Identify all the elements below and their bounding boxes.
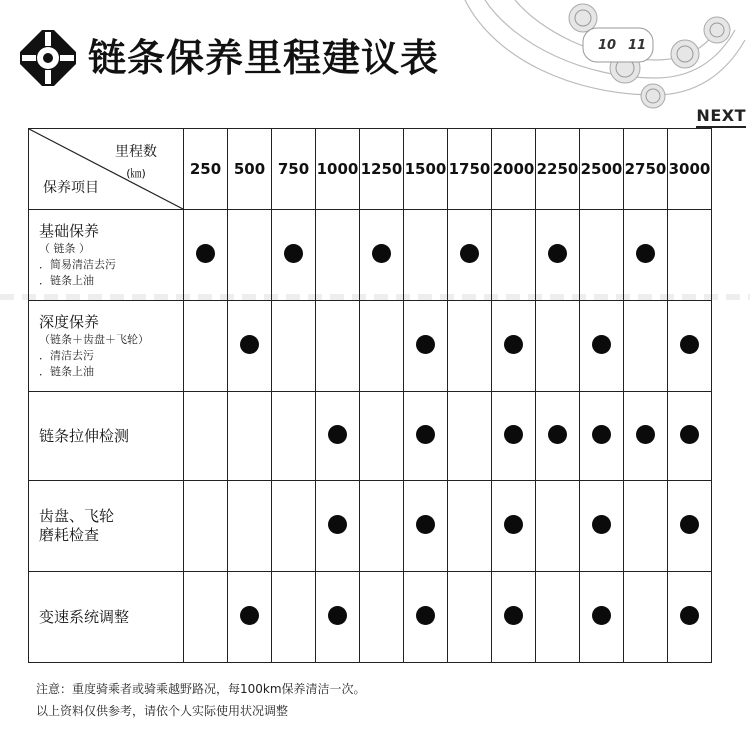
mark-cell: [228, 481, 272, 572]
row-label-cell: [29, 392, 184, 481]
mark-cell: [404, 572, 448, 663]
mark-cell: [184, 301, 228, 392]
mark-cell: [184, 572, 228, 663]
mark-cell: [536, 392, 580, 481]
mark-cell: [228, 572, 272, 663]
mark-cell: [404, 481, 448, 572]
mark-cell: [448, 210, 492, 301]
bike-mechanic-logo-icon: [20, 30, 76, 86]
mark-cell: [272, 572, 316, 663]
maintenance-dot-icon: [240, 606, 259, 625]
table-row: [29, 301, 712, 392]
row-subtext: ．链条上油: [39, 364, 94, 378]
maintenance-dot-icon: [416, 425, 435, 444]
maintenance-dot-icon: [504, 606, 523, 625]
maintenance-dot-icon: [592, 515, 611, 534]
mark-cell: [536, 572, 580, 663]
maintenance-dot-icon: [636, 244, 655, 263]
mark-cell: [492, 481, 536, 572]
mark-cell: [316, 301, 360, 392]
table-header-row: [29, 129, 712, 210]
km-header: 1000: [316, 129, 360, 210]
unit-label: (㎞): [126, 167, 146, 180]
maintenance-dot-icon: [416, 606, 435, 625]
maintenance-dot-icon: [680, 515, 699, 534]
mark-cell: [448, 392, 492, 481]
mark-cell: [668, 481, 712, 572]
maintenance-dot-icon: [328, 606, 347, 625]
mark-cell: [272, 210, 316, 301]
mark-cell: [228, 392, 272, 481]
mark-cell: [492, 572, 536, 663]
mark-cell: [668, 301, 712, 392]
maintenance-dot-icon: [592, 606, 611, 625]
mark-cell: [668, 210, 712, 301]
mark-cell: [580, 210, 624, 301]
maintenance-dot-icon: [504, 515, 523, 534]
table-row: [29, 481, 712, 572]
page-number-left: 10: [598, 38, 617, 53]
km-header: 1750: [448, 129, 492, 210]
mark-cell: [272, 301, 316, 392]
mark-cell: [624, 481, 668, 572]
maintenance-dot-icon: [548, 244, 567, 263]
maintenance-dot-icon: [680, 425, 699, 444]
mark-cell: [316, 392, 360, 481]
mark-cell: [448, 301, 492, 392]
maintenance-dot-icon: [504, 335, 523, 354]
maintenance-dot-icon: [196, 244, 215, 263]
mark-cell: [404, 210, 448, 301]
maintenance-dot-icon: [240, 335, 259, 354]
maintenance-dot-icon: [416, 335, 435, 354]
maintenance-dot-icon: [460, 244, 479, 263]
mark-cell: [360, 481, 404, 572]
chain-decoration-icon: [455, 0, 750, 120]
mark-cell: [492, 301, 536, 392]
mark-cell: [448, 481, 492, 572]
mark-cell: [316, 481, 360, 572]
km-header: 2000: [492, 129, 536, 210]
maintenance-dot-icon: [328, 515, 347, 534]
km-header: 250: [184, 129, 228, 210]
mark-cell: [668, 572, 712, 663]
row-label-cell: [29, 481, 184, 572]
mark-cell: [580, 572, 624, 663]
row-subtext: ．简易清洁去污: [39, 257, 116, 271]
mark-cell: [360, 392, 404, 481]
note-line: 注意：重度骑乘者或骑乘越野路况，每100km保养清洁一次。: [36, 682, 366, 696]
row-label-cell: [29, 572, 184, 663]
mark-cell: [448, 572, 492, 663]
row-title-line2: 磨耗检查: [39, 526, 100, 544]
mark-cell: [668, 392, 712, 481]
row-title: 齿盘、飞轮: [39, 507, 115, 525]
km-header: 1250: [360, 129, 404, 210]
row-title: 深度保养: [39, 312, 100, 331]
mark-cell: [580, 301, 624, 392]
mark-cell: [360, 572, 404, 663]
mark-cell: [316, 572, 360, 663]
row-subtext: ．清洁去污: [39, 348, 94, 362]
km-header: 500: [228, 129, 272, 210]
mark-cell: [624, 301, 668, 392]
maintenance-dot-icon: [372, 244, 391, 263]
maintenance-dot-icon: [592, 425, 611, 444]
page-number-right: 11: [628, 38, 647, 53]
mark-cell: [536, 210, 580, 301]
maintenance-dot-icon: [680, 606, 699, 625]
mark-cell: [272, 481, 316, 572]
table-row: [29, 572, 712, 663]
maintenance-dot-icon: [636, 425, 655, 444]
mark-cell: [360, 301, 404, 392]
mark-cell: [360, 210, 404, 301]
table-row: [29, 392, 712, 481]
mark-cell: [228, 210, 272, 301]
maintenance-dot-icon: [548, 425, 567, 444]
maintenance-dot-icon: [592, 335, 611, 354]
next-link[interactable]: NEXT: [696, 106, 746, 128]
row-subtext: （ 链条 ）: [39, 241, 90, 255]
mark-cell: [316, 210, 360, 301]
item-label: 保养项目: [43, 180, 99, 196]
footnotes: [36, 678, 366, 722]
mark-cell: [184, 481, 228, 572]
km-header: 2250: [536, 129, 580, 210]
row-title: 链条拉伸检测: [39, 426, 130, 445]
header-corner-cell: [29, 129, 184, 210]
km-header: 2750: [624, 129, 668, 210]
km-header: 2500: [580, 129, 624, 210]
mark-cell: [228, 301, 272, 392]
maintenance-dot-icon: [416, 515, 435, 534]
km-header: 3000: [668, 129, 712, 210]
row-label-cell: [29, 210, 184, 301]
mark-cell: [404, 301, 448, 392]
maintenance-table: [28, 128, 712, 663]
mark-cell: [536, 301, 580, 392]
mark-cell: [404, 392, 448, 481]
maintenance-dot-icon: [284, 244, 303, 263]
mark-cell: [624, 572, 668, 663]
maintenance-dot-icon: [504, 425, 523, 444]
km-header: 750: [272, 129, 316, 210]
row-subtext: （链条＋齿盘＋飞轮）: [39, 332, 149, 346]
mark-cell: [492, 210, 536, 301]
row-title: 基础保养: [39, 221, 100, 240]
page-title: 链条保养里程建议表: [88, 36, 440, 80]
mark-cell: [272, 392, 316, 481]
km-header: 1500: [404, 129, 448, 210]
mileage-label: 里程数: [115, 144, 157, 160]
mark-cell: [184, 392, 228, 481]
row-subtext: ．链条上油: [39, 273, 94, 287]
note-line: 以上资料仅供参考，请依个人实际使用状况调整: [36, 704, 289, 718]
mark-cell: [580, 392, 624, 481]
mark-cell: [184, 210, 228, 301]
row-title: 变速系统调整: [39, 607, 130, 626]
table-row: [29, 210, 712, 301]
mark-cell: [624, 210, 668, 301]
mark-cell: [536, 481, 580, 572]
row-label-cell: [29, 301, 184, 392]
maintenance-dot-icon: [680, 335, 699, 354]
mark-cell: [624, 392, 668, 481]
mark-cell: [492, 392, 536, 481]
maintenance-dot-icon: [328, 425, 347, 444]
mark-cell: [580, 481, 624, 572]
